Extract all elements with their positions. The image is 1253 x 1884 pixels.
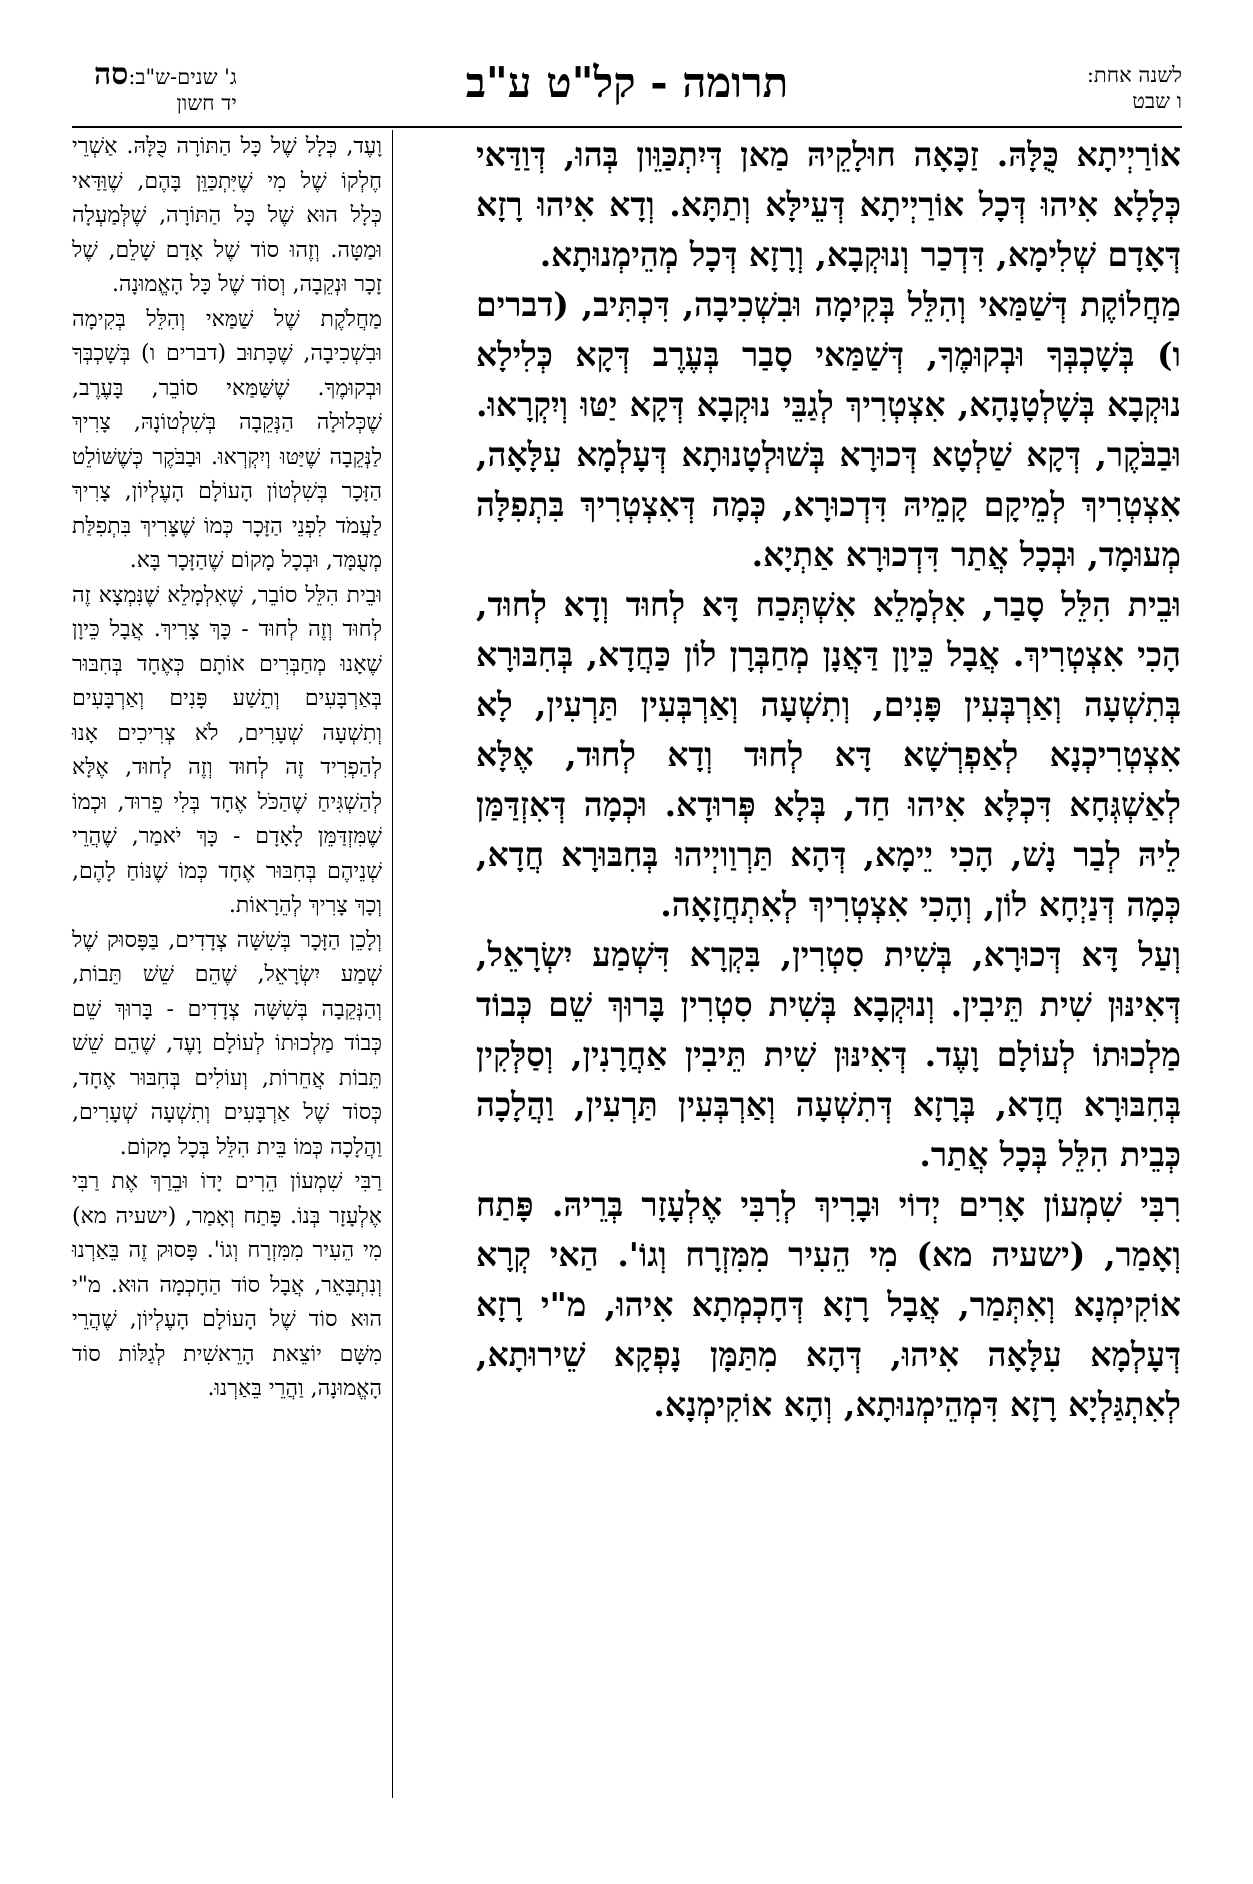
study-schedule-three-years (72, 57, 237, 116)
schedule-label-three-years: ג' שנים-ש"ב: (128, 65, 237, 89)
aramaic-text-column (476, 130, 1181, 1430)
translation-paragraph: מַחֲלֹקֶת שֶׁל שַׁמַּאי וְהִלֵּל בְּקִימָה וּבִשְׁכִיבָה, שֶׁכָּתוּב (דברים ו) בְּשָׁכְבְּךָ וּבְקוּמֶךָ. שֶׁשַּׁמַּאי סוֹבֵר, בָּעֶרֶב, שֶׁכְּלוּלָה הַנְּקֵבָה בְּשִׁלְטוֹנָהּ, צָרִיךְ לַנְּקֵבָה שֶׁיַּטּוּ וְיִקְרְאוּ. וּבַבֹּקֶר כְּשֶׁשּׁוֹלֵט הַזָּכָר בְּשִׁלְטוֹן הָעוֹלָם הָעֶלְיוֹן, צָרִיךְ לַעֲמֹד לִפְנֵי הַזָּכָר כְּמוֹ שֶׁצָּרִיךְ בִּתְפִלַּת מְעֻמָּד, וּבְכָל מָקוֹם שֶׁהַזָּכָר בָּא. (72, 306, 382, 573)
column-divider (392, 130, 393, 1798)
page-title: תרומה - קל"ט ע"ב (465, 58, 789, 107)
main-paragraph: וְעַל דָּא דְּכוּרָא, בְּשִׁית סִטְרִין, בִּקְרָא דִּשְׁמַע יִשְׂרָאֵל, דְּאִינּוּן שִׁית תֵּיבִין. וְנוּקְבָא בְּשִׁית סִטְרִין בָּרוּךְ שֵׁם כְּבוֹד מַלְכוּתוֹ לְעוֹלָם וָעֶד. דְּאִינּוּן שִׁית תֵּיבִין אַחֲרָנִין, וְסַלְּקִין בְּחִבּוּרָא חֲדָא, בְּרָזָא דְּתִשְׁעָה וְאַרְבְּעִין תַּרְעִין, וַהֲלָכָה כְּבֵית הִלֵּל בְּכָל אֲתַר. (476, 935, 1181, 1174)
schedule-date-three-years: יד חשון (176, 91, 237, 115)
header-divider (72, 126, 1182, 128)
hebrew-translation-column (72, 130, 382, 1407)
main-paragraph: אוֹרַיְיתָא כֻּלָּהּ. זַכָּאָה חוּלָקֵיהּ מַאן דְּיִתְכַּוֵּון בְּהוּ, דְּוַדַּאי כְּלָלָא אִיהוּ דְּכָל אוֹרַיְיתָא דְּעֵילָּא וְתַתָּא. וְדָא אִיהוּ רָזָא דְּאָדָם שְׁלִימָא, דִּדְכַר וְנוּקְבָא, וְרָזָא דְּכָל מְהֵימְנוּתָא. (476, 135, 1181, 274)
translation-paragraph: וָעֶד, כְּלָל שֶׁל כָּל הַתּוֹרָה כֻּלָּהּ. אַשְׁרֵי חֶלְקוֹ שֶׁל מִי שֶׁיִּתְכַּוֵּן בָּהֶם, שֶׁוַּדַּאי כְּלָל הוּא שֶׁל כָּל הַתּוֹרָה, שֶׁלְּמַעְלָה וּמַטָּה. וְזֶהוּ סוֹד שֶׁל אָדָם שָׁלֵם, שֶׁל זָכָר וּנְקֵבָה, וְסוֹד שֶׁל כָּל הָאֱמוּנָה. (72, 134, 382, 297)
page-number: סה (94, 57, 129, 92)
translation-paragraph: וּבֵית הִלֵּל סוֹבֵר, שֶׁאִלְמָלֵא שֶׁנִּמְצָא זֶה לְחוּד וְזֶה לְחוּד - כָּךְ צָרִיךְ. אֲבָל כֵּיוָן שֶׁאָנוּ מְחַבְּרִים אוֹתָם כְּאֶחָד בְּחִבּוּר בְּאַרְבָּעִים וְתֵשַׁע פָּנִים וְאַרְבָּעִים וְתִשְׁעָה שְׁעָרִים, לֹא צְרִיכִים אָנוּ לְהַפְרִיד זֶה לְחוּד וְזֶה לְחוּד, אֶלָּא לְהַשְׁגִּיחַ שֶׁהַכֹּל אֶחָד בְּלִי פֵרוּד, וּכְמוֹ שֶׁמִּזְדַּמֵּן לָאָדָם - כָּךְ יֹאמַר, שֶׁהֲרֵי שְׁנֵיהֶם בְּחִבּוּר אֶחָד כְּמוֹ שֶׁנּוֹחַ לָהֶם, וְכָךְ צָרִיךְ לְהֵרָאוֹת. (72, 582, 382, 918)
main-paragraph: מַחֲלוֹקֶת דְּשַׁמַּאי וְהִלֵּל בְּקִימָה וּבִשְׁכִיבָה, דִּכְתִּיב, (דברים ו) בְּשָׁכְבְּךָ וּבְקוּמֶךָ, דְּשַׁמַּאי סָבַר בְּעֶרֶב דְּקָא כְּלִילָא נוּקְבָא בְּשָׁלְטָנָהָא, אִצְטְרִיךְ לְגַבֵּי נוּקְבָא דְּקָא יַטּוּ וְיִקְרָאוּ. וּבַבֹּקֶר, דְּקָא שַׁלְטָא דְּכוּרָא בְּשׁוּלְטָנוּתָא דְּעָלְמָא עִלָּאָה, אִצְטְרִיךְ לְמֵיקָם קָמֵיהּ דִּדְכוּרָא, כְּמָה דְּאִצְטְרִיךְ בִּתְפִלָּה מְעוּמָד, וּבְכָל אֲתַר דִּדְכוּרָא אַתְיָא. (476, 285, 1181, 574)
main-paragraph: וּבֵית הִלֵּל סָבַר, אִלְמָלֵא אִשְׁתְּכַח דָּא לְחוּד וְדָא לְחוּד, הָכִי אִצְטְרִיךְ. אֲבָל כֵּיוָן דַּאֲנָן מְחַבְּרָן לוֹן כַּחֲדָא, בְּחִבּוּרָא בְּתִשְׁעָה וְאַרְבְּעִין פָּנִים, וְתִשְׁעָה וְאַרְבְּעִין תַּרְעִין, לָא אִצְטְרִיכְנָא לְאַפְרְשָׁא דָּא לְחוּד וְדָא לְחוּד, אֶלָּא לְאַשְׁגְּחָא דִּכְלָּא אִיהוּ חַד, בְּלָא פְּרוּדָא. וּכְמָה דְּאִזְדַּמַּן לֵיהּ לְבַר נָשׁ, הָכִי יֵימָא, דְּהָא תַּרְוַויְיהוּ בְּחִבּוּרָא חֲדָא, כְּמָה דְּנַיְחָא לוֹן, וְהָכִי אִצְטְרִיךְ לְאִתְחֲזָאָה. (476, 585, 1181, 924)
schedule-date-one-year: ו שבט (1132, 89, 1182, 113)
translation-paragraph: וְלָכֵן הַזָּכָר בְּשִׁשָּׁה צְדָדִים, בַּפָּסוּק שֶׁל שְׁמַע יִשְׂרָאֵל, שֶׁהֵם שֵׁשׁ תֵּבוֹת, וְהַנְּקֵבָה בְּשִׁשָּׁה צְדָדִים - בָּרוּךְ שֵׁם כְּבוֹד מַלְכוּתוֹ לְעוֹלָם וָעֶד, שֶׁהֵם שֵׁשׁ תֵּבוֹת אֲחֵרוֹת, וְעוֹלִים בְּחִבּוּר אֶחָד, כְּסוֹד שֶׁל אַרְבָּעִים וְתִשְׁעָה שְׁעָרִים, וַהֲלָכָה כְּמוֹ בֵּית הִלֵּל בְּכָל מָקוֹם. (72, 927, 382, 1160)
translation-paragraph: רַבִּי שִׁמְעוֹן הֵרִים יָדוֹ וּבֵרַךְ אֶת רַבִּי אֶלְעָזָר בְּנוֹ. פָּתַח וְאָמַר, (ישעיה מא) מִי הֵעִיר מִמִּזְרָח וְגוֹ'. פָּסוּק זֶה בֵּאַרְנוּ וְנִתְבָּאֵר, אֲבָל סוֹד הַחָכְמָה הוּא. מ"י הוּא סוֹד שֶׁל הָעוֹלָם הָעֶלְיוֹן, שֶׁהֲרֵי מִשָּׁם יוֹצֵאת הָרֵאשִׁית לְגַלּוֹת סוֹד הָאֱמוּנָה, וַהֲרֵי בֵּאַרְנוּ. (72, 1169, 382, 1401)
main-paragraph: רִבִּי שִׁמְעוֹן אָרִים יְדוֹי וּבָרִיךְ לְרִבִּי אֶלְעָזָר בְּרֵיהּ. פָּתַח וְאָמַר, (ישעיה מא) מִי הֵעִיר מִמִּזְרָח וְגוֹ'. הַאי קְרָא אוֹקִימְנָא וְאִתְּמַר, אֲבָל רָזָא דְּחָכְמְתָא אִיהוּ, מ"י רָזָא דְּעָלְמָא עִלָּאָה אִיהוּ, דְּהָא מִתַּמָּן נָפְקָא שֵׁירוּתָא, לְאִתְגַּלְיָא רָזָא דִּמְהֵימְנוּתָא, וְהָא אוֹקִימְנָא. (476, 1185, 1181, 1424)
schedule-label-one-year: לשנה אחת: (1086, 63, 1182, 87)
